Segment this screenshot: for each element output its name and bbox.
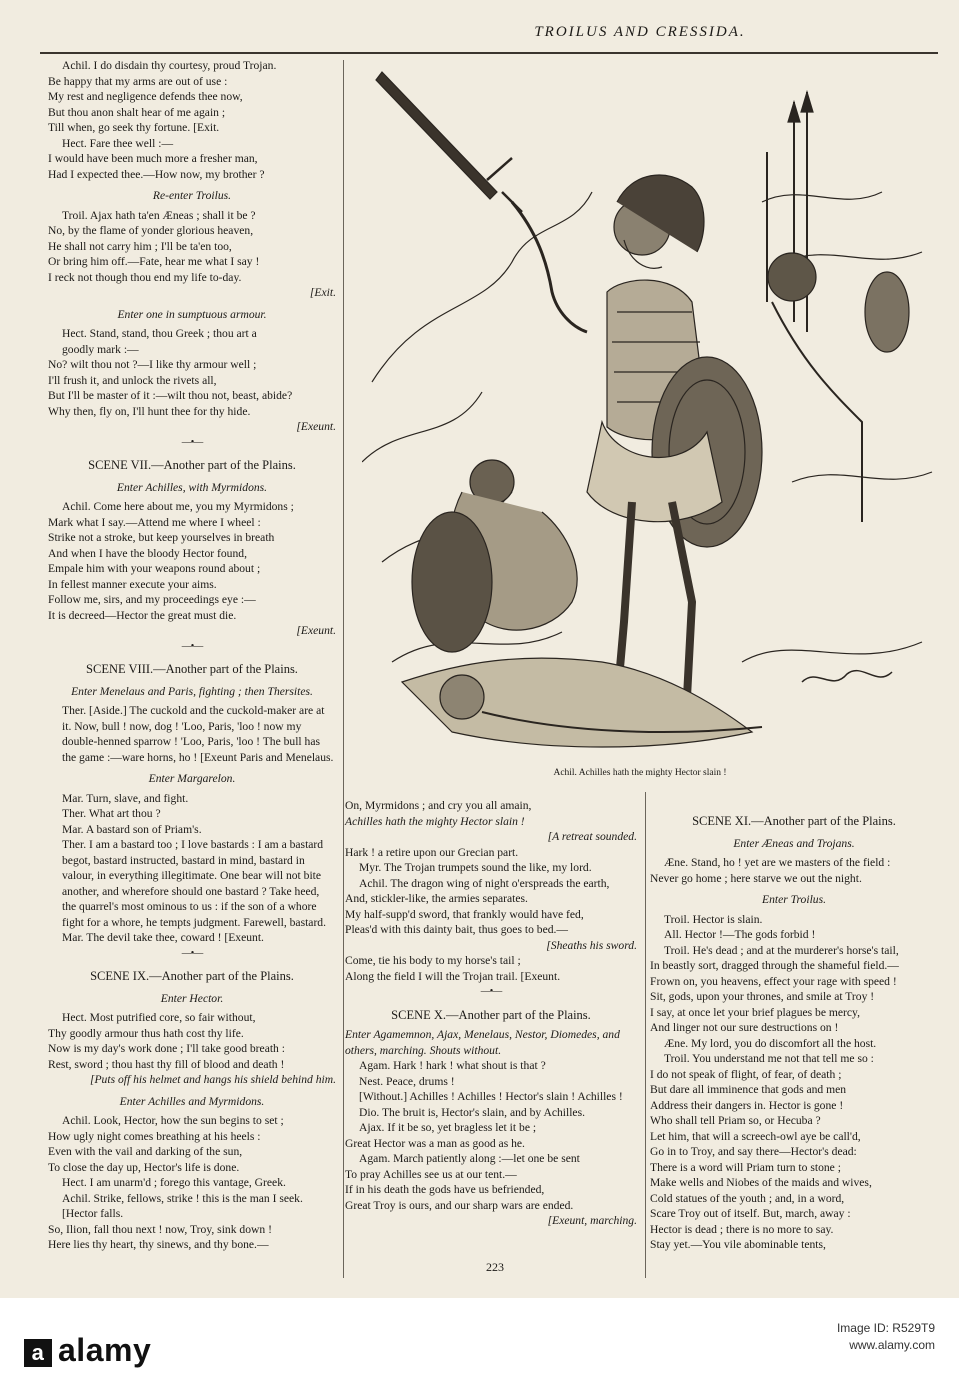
- col2-line: My half-supp'd sword, that frankly would have fed,: [345, 907, 584, 921]
- col1-line: Thy goodly armour thus hath cost thy life.: [48, 1026, 244, 1040]
- col2-line: Nest. Peace, drums !: [359, 1074, 455, 1088]
- col1-line: I would have been much more a fresher man,: [48, 152, 258, 165]
- col1-line: —•—: [181, 640, 203, 652]
- col2-line: If in his death the gods have us befriended,: [345, 1183, 545, 1196]
- col3-line: Troil. Hector is slain.: [664, 912, 763, 926]
- col1-line: Mark what I say.—Attend me where I wheel :: [48, 515, 261, 529]
- col3-line: But dare all imminence that gods and men: [650, 1083, 847, 1096]
- col2-line: Agam. March patiently along :—let one be sent: [359, 1152, 580, 1165]
- col1-line: How ugly night comes breathing at his heels :: [48, 1129, 261, 1143]
- col1-line: Achil. Look, Hector, how the sun begins to set ;: [62, 1114, 284, 1127]
- col3-line: Hector is dead ; there is no more to say.: [650, 1222, 834, 1236]
- col2-line: And, stickler-like, the armies separates.: [345, 892, 528, 905]
- col2-line: Achilles hath the mighty Hector slain !: [345, 814, 525, 828]
- image-id: Image ID: R529T9: [836, 1321, 935, 1335]
- col3-line: And linger not our sure destructions on !: [650, 1021, 839, 1034]
- col1-line: Hect. I am unarm'd ; forego this vantage, Greek.: [62, 1176, 286, 1189]
- col1-line: —•—: [181, 947, 203, 959]
- col1-line: Enter one in sumptuous armour.: [117, 307, 267, 321]
- page-number: 223: [486, 1260, 504, 1274]
- illustration-caption: Achil. Achilles hath the mighty Hector slain !: [553, 768, 727, 778]
- text-column-1: [48, 58, 336, 1253]
- col2-line: Along the field I will the Trojan trail. [Exeunt.: [345, 969, 561, 983]
- watermark-bar: [0, 1298, 959, 1390]
- col3-line: Who shall tell Priam so, or Hecuba ?: [650, 1114, 821, 1127]
- col3-line: Address their dangers in. Hector is gone !: [650, 1098, 844, 1112]
- col1-line: To close the day up, Hector's life is done.: [48, 1160, 240, 1174]
- running-title: TROILUS AND CRESSIDA.: [534, 24, 746, 40]
- col3-line: Enter Æneas and Trojans.: [733, 836, 855, 850]
- col1-line: It is decreed—Hector the great must die.: [48, 608, 237, 622]
- col1-line: I reck not though thou end my life to-day.: [48, 270, 242, 284]
- col2-line: Enter Agamemnon, Ajax, Menelaus, Nestor, Diomedes, and others, marching. Shouts without.: [345, 1028, 620, 1057]
- col3-line: Sit, gods, upon your thrones, and smile at Troy !: [650, 990, 875, 1003]
- col1-line: Mar. A bastard son of Priam's.: [62, 822, 202, 836]
- col1-line: [Puts off his helmet and hangs his shield behind him.: [89, 1073, 336, 1086]
- engraving-illustration: [362, 62, 940, 768]
- col2-line: SCENE X.—Another part of the Plains.: [391, 1007, 591, 1022]
- col3-line: Go in to Troy, and say there—Hector's dead:: [650, 1145, 857, 1158]
- col1-line: Ther. What art thou ?: [62, 807, 161, 820]
- col1-line: Or bring him off.—Fate, hear me what I say !: [48, 255, 260, 268]
- col1-line: Hect. Fare thee well :—: [62, 136, 174, 150]
- col3-line: Enter Troilus.: [762, 893, 826, 906]
- col1-line: [Exeunt.: [296, 624, 336, 637]
- column-rule-right: [645, 792, 646, 1278]
- col1-line: Even with the vail and darking of the sun,: [48, 1145, 243, 1158]
- col2-line: Come, tie his body to my horse's tail ;: [345, 954, 521, 967]
- col1-line: Ther. [Aside.] The cuckold and the cuckold-maker are at it. Now, bull ! now, dog ! 'Loo, Paris, 'loo ! now my double-henned sparrow ! 'Loo, Paris, 'loo ! The bull has the game :—ware horns, ho ! [Exeunt Paris and Menelaus.: [62, 704, 334, 764]
- col3-line: Let him, that will a screech-owl aye be call'd,: [650, 1129, 861, 1143]
- col3-line: I do not speak of flight, of fear, of death ;: [650, 1067, 842, 1081]
- col2-line: Achil. The dragon wing of night o'erspreads the earth,: [359, 876, 610, 890]
- col1-line: Enter Menelaus and Paris, fighting ; then Thersites.: [71, 684, 313, 698]
- col1-line: Achil. I do disdain thy courtesy, proud Trojan.: [62, 59, 277, 72]
- col1-line: SCENE VIII.—Another part of the Plains.: [86, 662, 298, 676]
- col1-line: Achil. Come here about me, you my Myrmidons ;: [62, 500, 294, 513]
- col2-line: [Without.] Achilles ! Achilles ! Hector's slain ! Achilles !: [359, 1090, 623, 1103]
- brand-logo: [24, 1332, 151, 1369]
- text-column-2: [345, 798, 637, 1229]
- brand-mark-icon: a: [24, 1339, 52, 1367]
- col2-line: [A retreat sounded.: [547, 830, 637, 843]
- header-rule: [40, 52, 938, 54]
- col1-line: Enter Achilles, with Myrmidons.: [116, 480, 268, 494]
- col3-line: Troil. He's dead ; and at the murderer's horse's tail,: [664, 943, 899, 957]
- col2-line: [Sheaths his sword.: [546, 938, 637, 952]
- text-column-3: [650, 806, 938, 1253]
- col2-line: Pleas'd with this dainty bait, thus goes to bed.—: [345, 923, 568, 936]
- column-rule-left: [343, 60, 344, 1278]
- col2-line: Great Troy is ours, and our sharp wars are ended.: [345, 1198, 574, 1212]
- col3-line: Æne. Stand, ho ! yet are we masters of the field :: [664, 856, 891, 869]
- col3-line: I say, at once let your brief plagues be mercy,: [650, 1005, 860, 1019]
- col1-line: I'll frush it, and unlock the rivets all,: [48, 373, 217, 387]
- col3-line: There is a word will Priam turn to stone ;: [650, 1160, 841, 1174]
- col1-line: But I'll be master of it :—wilt thou not, beast, abide?: [48, 389, 293, 402]
- col1-line: Here lies thy heart, thy sinews, and thy bone.—: [48, 1238, 269, 1251]
- col1-line: No? wilt thou not ?—I like thy armour well ;: [48, 358, 257, 371]
- col3-line: Æne. My lord, you do discomfort all the host.: [664, 1036, 877, 1050]
- col3-line: In beastly sort, dragged through the shameful field.—: [650, 959, 899, 972]
- col3-line: Scare Troy out of itself. But, march, away :: [650, 1207, 851, 1220]
- col3-line: Make wells and Niobes of the maids and wives,: [650, 1176, 872, 1189]
- col1-line: Be happy that my arms are out of use :: [48, 74, 228, 88]
- col1-line: Empale him with your weapons round about ;: [48, 562, 261, 575]
- col1-line: Enter Hector.: [160, 991, 224, 1005]
- col1-line: goodly mark :—: [62, 342, 139, 356]
- col1-line: [Exeunt.: [296, 420, 336, 433]
- col3-line: All. Hector !—The gods forbid !: [664, 928, 816, 941]
- col2-line: Dio. The bruit is, Hector's slain, and by Achilles.: [359, 1105, 585, 1119]
- col1-line: Re-enter Troilus.: [152, 189, 232, 202]
- col1-line: Hect. Stand, stand, thou Greek ; thou art a: [62, 327, 257, 340]
- col3-line: Stay yet.—You vile abominable tents,: [650, 1238, 826, 1251]
- col2-line: Agam. Hark ! hark ! what shout is that ?: [359, 1059, 546, 1072]
- col1-line: So, Ilion, fall thou next ! now, Troy, sink down !: [48, 1222, 272, 1236]
- col1-line: But thou anon shalt hear of me again ;: [48, 105, 226, 119]
- col2-line: [Exeunt, marching.: [547, 1214, 637, 1227]
- col1-line: Till when, go seek thy fortune. [Exit.: [48, 121, 220, 134]
- col2-line: On, Myrmidons ; and cry you all amain,: [345, 799, 532, 812]
- col2-line: To pray Achilles see us at our tent.—: [345, 1167, 517, 1181]
- col1-line: Had I expected thee.—How now, my brother ?: [48, 167, 265, 181]
- col1-line: Now is my day's work done ; I'll take good breath :: [48, 1042, 285, 1055]
- col1-line: SCENE VII.—Another part of the Plains.: [88, 458, 296, 472]
- col3-line: Never go home ; here starve we out the night.: [650, 871, 862, 885]
- col1-line: Ther. I am a bastard too ; I love bastards : I am a bastard begot, bastard instructed, bastard in mind, bastard in valour, in everything illegitimate. One bear will not bite another, and wherefore should one bastard ? Take heed, the quarrel's most ominous to us : if the son of a whore fight for a whore, he tempts judgment. Farewell, bastard.: [62, 838, 327, 929]
- col1-line: Troil. Ajax hath ta'en Æneas ; shall it be ?: [62, 208, 256, 222]
- col2-line: Hark ! a retire upon our Grecian part.: [345, 845, 519, 859]
- brand-name: alamy: [58, 1332, 152, 1368]
- col1-line: No, by the flame of yonder glorious heaven,: [48, 224, 254, 237]
- site-url: www.alamy.com: [849, 1338, 935, 1352]
- col3-line: Cold statues of the youth ; and, in a word,: [650, 1191, 845, 1205]
- col1-line: Follow me, sirs, and my proceedings eye :—: [48, 593, 256, 606]
- col3-line: SCENE XI.—Another part of the Plains.: [692, 814, 896, 828]
- col3-line: Troil. You understand me not that tell me so :: [664, 1052, 874, 1065]
- col1-line: Mar. Turn, slave, and fight.: [62, 791, 189, 805]
- col1-line: My rest and negligence defends thee now,: [48, 90, 243, 103]
- col2-line: Myr. The Trojan trumpets sound the like, my lord.: [359, 861, 592, 874]
- image-meta: [837, 1320, 935, 1354]
- col1-line: Enter Margarelon.: [148, 772, 236, 785]
- col2-line: —•—: [480, 986, 502, 997]
- col1-line: Rest, sword ; thou hast thy fill of blood and death !: [48, 1057, 285, 1071]
- col1-line: Achil. Strike, fellows, strike ! this is the man I seek. [Hector falls.: [62, 1191, 303, 1220]
- col1-line: He shall not carry him ; I'll be ta'en too,: [48, 239, 232, 253]
- col1-line: Strike not a stroke, but keep yourselves in breath: [48, 531, 275, 544]
- col1-line: Enter Achilles and Myrmidons.: [119, 1094, 265, 1108]
- col1-line: SCENE IX.—Another part of the Plains.: [90, 969, 294, 983]
- col3-line: Frown on, you heavens, effect your rage with speed !: [650, 974, 897, 988]
- col1-line: —•—: [181, 436, 203, 448]
- col1-line: And when I have the bloody Hector found,: [48, 546, 247, 560]
- col1-line: Mar. The devil take thee, coward ! [Exeunt.: [62, 931, 264, 944]
- col2-line: Ajax. If it be so, yet bragless let it be ;: [359, 1121, 537, 1134]
- col1-line: In fellest manner execute your aims.: [48, 577, 217, 591]
- col1-line: [Exit.: [309, 286, 336, 299]
- col1-line: Why then, fly on, I'll hunt thee for thy hide.: [48, 404, 251, 418]
- col2-line: Great Hector was a man as good as he.: [345, 1136, 525, 1150]
- col1-line: Hect. Most putrified core, so fair without,: [62, 1011, 256, 1024]
